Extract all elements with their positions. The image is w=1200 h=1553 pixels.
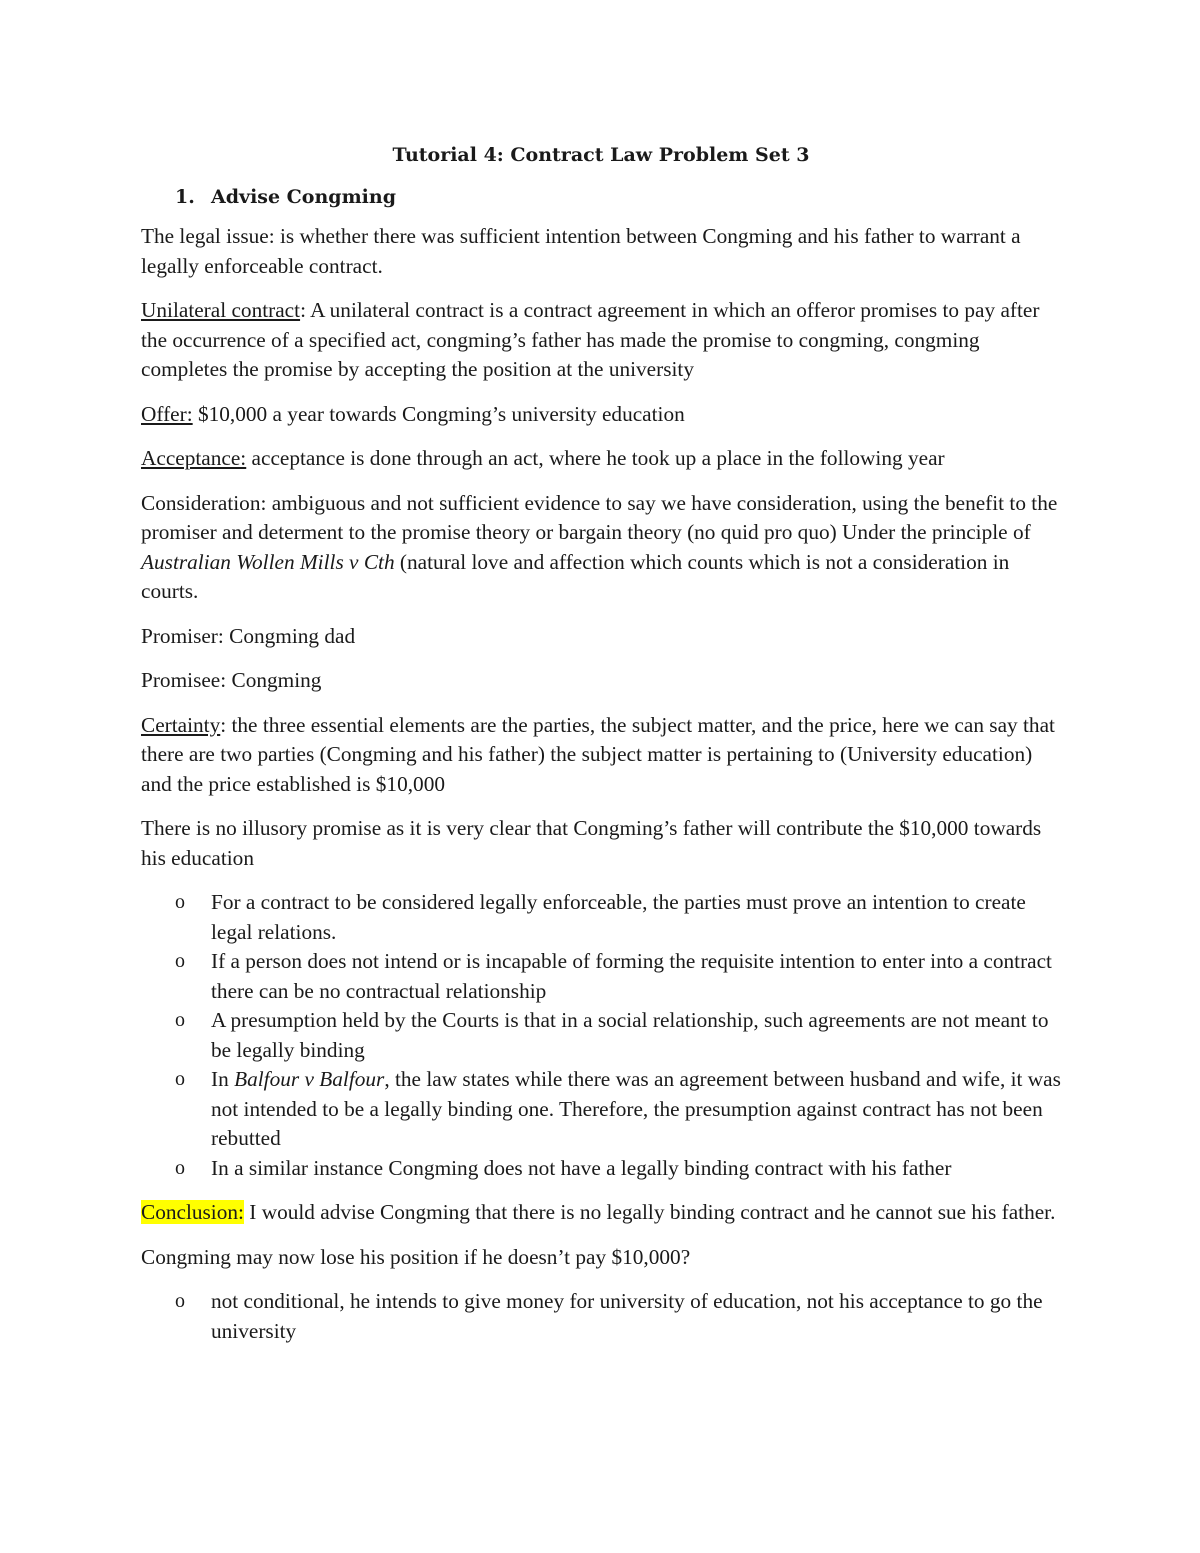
section-number: 1. [175,186,195,208]
certainty-text: : the three essential elements are the parties, the subject matter, and the price, here we can say that there are two parties (Congming and his father) the subject matter is pertaining to (University education) and the price established is $10,000 [141,712,1055,796]
balfour-case-name: Balfour v Balfour [234,1067,385,1091]
consideration-case-name: Australian Wollen Mills v Cth [141,549,395,574]
question-paragraph: Congming may now lose his position if he doesn’t pay $10,000? [141,1244,691,1269]
unilateral-contract-text: : A unilateral contract is a contract agreement in which an offeror promises to pay after the occurrence of a specified act, congming’s father has made the promise to congming, congming completes the promise by accepting the position at the university [141,298,1040,381]
list-item-text: In a similar instance Congming does not have a legally binding contract with his father [211,1155,952,1180]
consideration-text-after: (natural love and affection which counts which is not a consideration in courts. [141,549,1010,603]
acceptance-paragraph [141,444,1061,474]
section-heading-text: Advise Congming [211,186,396,208]
bullet-marker: o [175,1290,185,1312]
list-item-text: not conditional, he intends to give money for university of education, not his acceptance to go the university [211,1289,1043,1343]
list-item [141,888,1061,947]
promisee-paragraph: Promisee: Congming [141,668,322,692]
list-item [141,1287,1061,1346]
promiser-paragraph: Promiser: Congming dad [141,623,356,648]
intention-bullet-list [141,888,1061,1183]
offer-paragraph [141,400,1061,430]
conclusion-label: Conclusion: [141,1200,244,1224]
unilateral-contract-paragraph [141,296,1061,385]
acceptance-label: Acceptance: [141,446,247,470]
offer-label: Offer: [141,401,193,426]
bullet-marker: o [175,891,185,913]
bullet-marker: o [175,1068,185,1090]
list-item [141,947,1061,1006]
conclusion-paragraph [141,1198,1061,1228]
list-item-text: If a person does not intend or is incapable of forming the requisite intention to enter into a contract there can be no contractual relationship [211,949,1052,1003]
acceptance-text: acceptance is done through an act, where he took up a place in the following year [246,446,945,470]
legal-issue-paragraph: The legal issue: is whether there was sufficient intention between Congming and his father to warrant a legally enforceable contract. [141,224,1021,278]
list-item [141,1065,1061,1154]
bullet-marker: o [175,1156,185,1179]
offer-text: $10,000 a year towards Congming’s university education [192,401,685,426]
section-heading [141,182,1061,212]
certainty-label: Certainty [141,712,221,737]
consideration-text-before: Consideration: ambiguous and not sufficient evidence to say we have consideration, using the benefit to the promiser and determent to the promise theory or bargain theory (no quid pro quo) Under the principle of [141,490,1058,544]
bullet-marker: o [175,950,185,972]
conclusion-text: I would advise Congming that there is no legally binding contract and he cannot sue his father. [243,1200,1056,1224]
unilateral-contract-label: Unilateral contract [141,298,301,322]
document-page [141,140,1061,1361]
list-item-text: For a contract to be considered legally enforceable, the parties must prove an intention to create legal relations. [211,890,1026,944]
illusory-promise-paragraph: There is no illusory promise as it is very clear that Congming’s father will contribute the $10,000 towards his education [141,816,1042,870]
document-title: Tutorial 4: Contract Law Problem Set 3 [392,144,810,166]
list-item [141,1154,1061,1184]
list-item-text: , the law states while there was an agreement between husband and wife, it was not intended to be a legally binding one. Therefore, the presumption against contract has not been rebutted [211,1067,1061,1150]
final-bullet-list [141,1287,1061,1346]
certainty-paragraph [141,711,1061,800]
consideration-paragraph [141,489,1061,607]
list-item [141,1006,1061,1065]
bullet-marker: o [175,1009,185,1031]
list-item-text: In [211,1067,235,1091]
list-item-text: A presumption held by the Courts is that in a social relationship, such agreements are not meant to be legally binding [211,1008,1049,1062]
